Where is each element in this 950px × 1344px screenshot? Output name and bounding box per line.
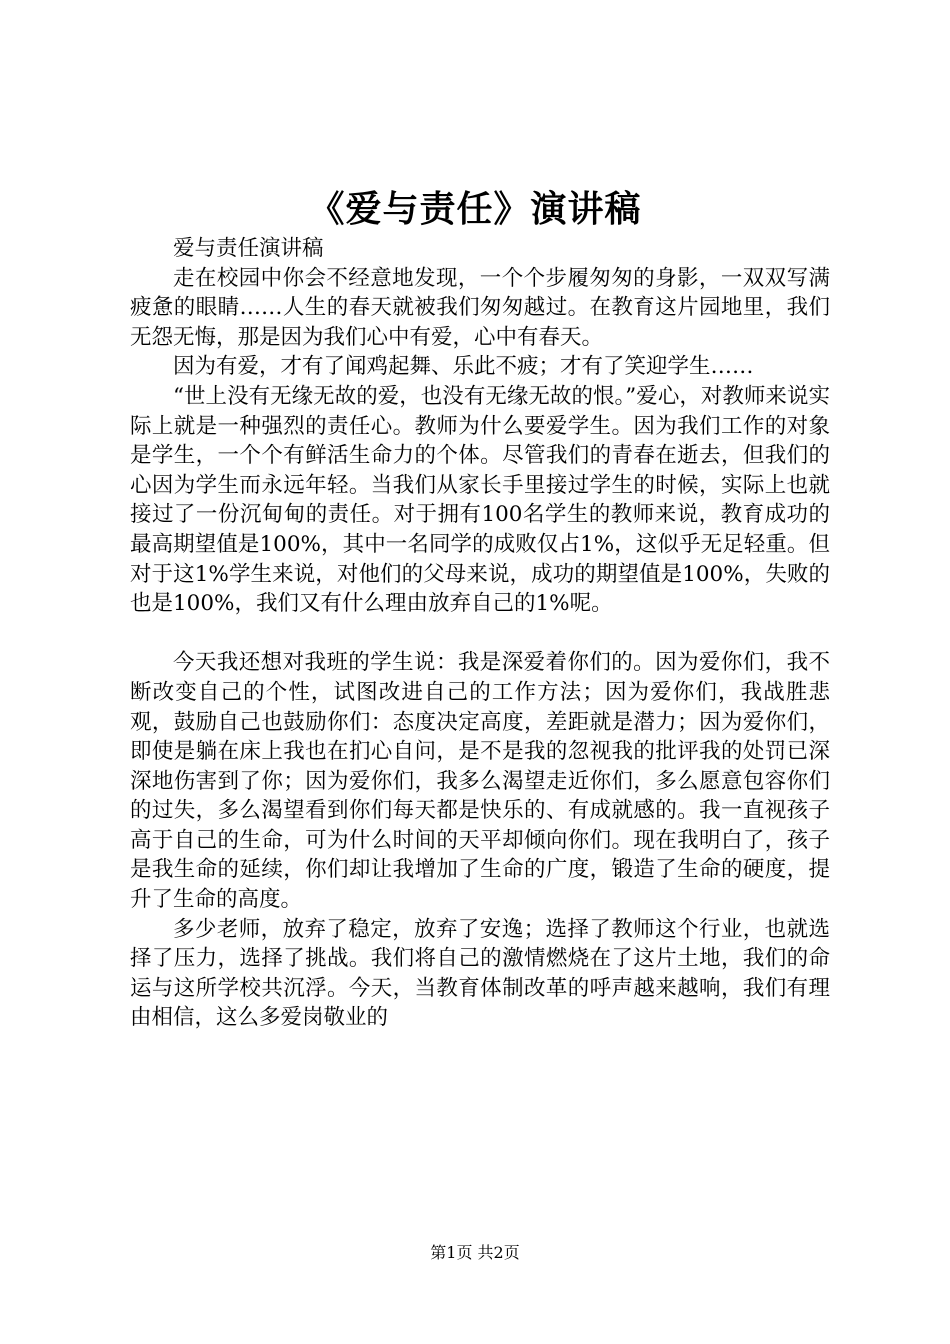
document-title: 《爱与责任》演讲稿 — [308, 189, 642, 230]
paragraph-responsibility: “世上没有无缘无故的爱，也没有无缘无故的恨。”爱心，对教师来说实际上就是一种强烈的责任心。教师为什么要爱学生。因为我们工作的对象是学生，一个个有鲜活生命力的个体。尽管我们的青春在逝去，但我们的心因为学生而永远年轻。当我们从家长手里接过学生的时候，实际上也就接过了一份沉甸甸的责任。对于拥有100名学生的教师来说，教育成功的最高期望值是100%，其中一名同学的成败仅占1%，这似乎无足轻重。但对于这1%学生来说，对他们的父母来说，成功的期望值是100%，失败的也是100%，我们又有什么理由放弃自己的1%呢。 — [130, 383, 830, 617]
document-body — [130, 234, 830, 1033]
page-footer: 第1页 共2页 — [430, 1243, 520, 1262]
paragraph-because-love: 因为有爱，才有了闻鸡起舞、乐此不疲；才有了笑迎学生…… — [173, 354, 754, 380]
paragraph-to-students: 今天我还想对我班的学生说：我是深爱着你们的。因为爱你们，我不断改变自己的个性，试图改进自己的工作方法；因为爱你们，我战胜悲观，鼓励自己也鼓励你们：态度决定高度，差距就是潜力；因为爱你们，即使是躺在床上我也在扪心自问，是不是我的忽视我的批评我的处罚已深深地伤害到了你；因为爱你们，我多么渴望走近你们，多么愿意包容你们的过失，多么渴望看到你们每天都是快乐的、有成就感的。我一直视孩子高于自己的生命，可为什么时间的天平却倾向你们。现在我明白了，孩子是我生命的延续，你们却让我增加了生命的广度，锻造了生命的硬度，提升了生命的高度。 — [130, 650, 830, 913]
paragraph-teachers: 多少老师，放弃了稳定，放弃了安逸；选择了教师这个行业，也就选择了压力，选择了挑战。我们将自己的激情燃烧在了这片土地，我们的命运与这所学校共沉浮。今天，当教育体制改革的呼声越来越响，我们有理由相信，这么多爱岗敬业的 — [130, 916, 830, 1031]
paragraph-campus: 走在校园中你会不经意地发现，一个个步履匆匆的身影，一双双写满疲惫的眼睛……人生的春天就被我们匆匆越过。在教育这片园地里，我们无怨无悔，那是因为我们心中有爱，心中有春天。 — [130, 265, 830, 350]
paragraph-subtitle: 爱与责任演讲稿 — [173, 236, 324, 261]
